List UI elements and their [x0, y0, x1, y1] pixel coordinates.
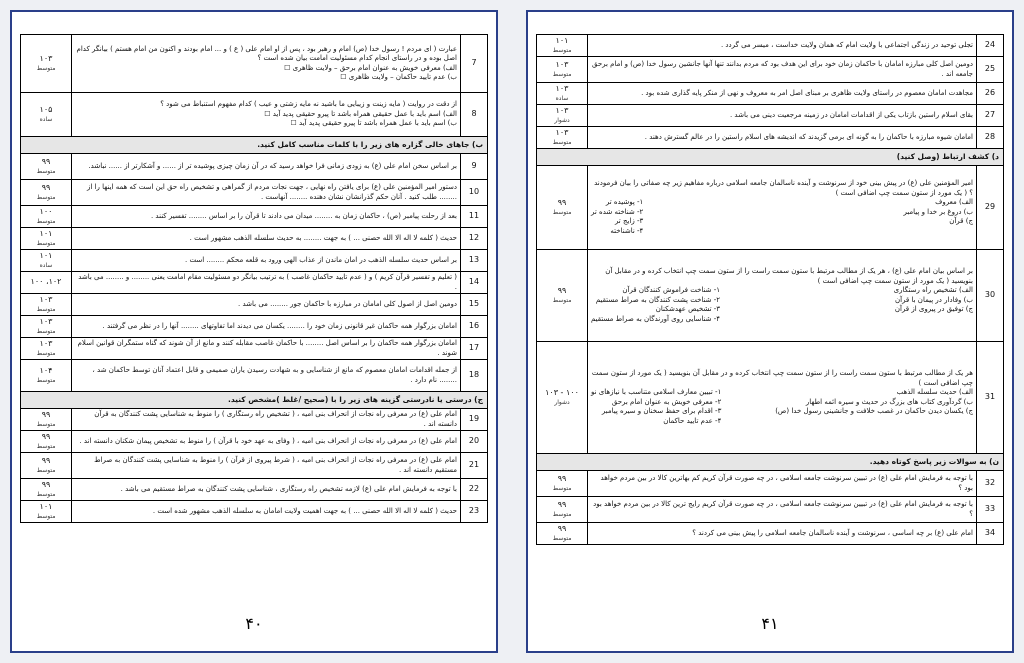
question-number: 30	[977, 250, 1004, 342]
question-number: 25	[977, 57, 1004, 83]
reference-cell	[537, 497, 588, 523]
difficulty-level: ساده	[555, 94, 569, 102]
question-row	[21, 453, 488, 479]
difficulty-level: متوسط	[36, 193, 56, 201]
question-number: 10	[461, 180, 488, 206]
reference-cell	[537, 166, 588, 250]
matching-option: ۱- تبیین معارف اسلامی متناسب با نیازهای نو	[591, 388, 722, 397]
difficulty-level: ساده	[39, 261, 53, 269]
difficulty-level: متوسط	[552, 46, 572, 54]
question-number: 18	[461, 360, 488, 392]
page-reference: ۱۰۱	[39, 251, 53, 261]
question-row	[21, 501, 488, 523]
matching-option: ۴- ناشناخته	[610, 226, 644, 235]
question-row	[537, 342, 1004, 454]
question-row	[537, 57, 1004, 83]
question-number: 34	[977, 523, 1004, 545]
question-body: عبارت ( ای مردم ! رسول خدا (ص) امام و رهبر بود ، پس از او امام علی ( ع ) و ... امام بودند و اکنون من امام هستم ) بیانگر کدام اصل بوده و در راستای انجام کدام مسئولیت امامت بیان شده است ؟	[76, 44, 457, 63]
page-reference: ۹۹	[41, 432, 51, 442]
question-row	[21, 360, 488, 392]
reference-cell	[21, 180, 72, 206]
reference-cell	[537, 105, 588, 127]
question-number: 24	[977, 35, 1004, 57]
matching-option: ۱- پوشیده تر	[605, 198, 644, 207]
question-body: حدیث ( کلمه لا اله الا الله حصنی ... ) به جهت اهمیت ولایت امامان به سلسله الذهب مشهور شده است .	[152, 507, 457, 516]
question-text	[72, 360, 461, 392]
page-reference: ۱۰۱	[555, 36, 569, 46]
question-body: بر اساس بیان امام علی (ع) ، هر یک از مطالب مرتبط با ستون سمت راست را از ستون سمت چپ انتخاب کرده و در مقابل آن بنویسید ( یک مورد از ستون سمت چپ اضافی است )	[605, 267, 973, 285]
page-reference: ۹۹	[41, 157, 51, 167]
question-text	[588, 83, 977, 105]
difficulty-level: متوسط	[552, 511, 572, 519]
question-body: ( تعلیم و تفسیر قرآن کریم ) و ( عدم تایید حاکمان غاصب ) به ترتیب بیانگر دو مسئولیت مقام امامت یعنی ........ و ........ می باشد .	[78, 273, 457, 291]
question-body: بر اساس سخن امام علی (ع) به زودی زمانی فرا خواهد رسید که در آن زمان چیزی پوشیده تر از ...... و آشکارتر از ...... نباشد.	[88, 161, 457, 170]
question-body: دستور امیر المؤمنین علی (ع) برای یافتن راه نهایی ، جهت نجات مردم از گمراهی و تشخیص راه حق این است که همه اینها را از ........ طلب کنید . آنان حکم گذرانشان نشان دهنده ........ آنهاست .	[87, 183, 457, 201]
reference-cell	[21, 272, 72, 294]
question-body: بعد از رحلت پیامبر (ص) ، حاکمان زمان به ........ میدان می دادند تا قرآن را بر اساس ........ تفسیر کنند .	[150, 211, 457, 220]
matching-item: ب) گردآوری کتاب های بزرگ در حدیث و سیره ائمه اطهار	[805, 397, 973, 406]
option-item: الف) معرفی خویش به عنوان امام برحق – ولایت ظاهری ☐	[284, 63, 457, 72]
question-row	[537, 35, 1004, 57]
page-reference: ۱۰۵	[39, 105, 53, 115]
matching-item: ب) دروغ بر خدا و پیامبر	[903, 207, 973, 216]
question-number: 23	[461, 501, 488, 523]
question-row	[21, 272, 488, 294]
question-number: 15	[461, 294, 488, 316]
question-row	[537, 523, 1004, 545]
question-text	[588, 127, 977, 149]
options-list	[75, 110, 457, 129]
question-text	[72, 154, 461, 180]
question-row	[537, 250, 1004, 342]
question-number: 28	[977, 127, 1004, 149]
left-question-table	[20, 34, 488, 523]
matching-option: ۳- اقدام برای حفظ سخنان و سیره پیامبر	[601, 407, 722, 416]
question-row	[537, 497, 1004, 523]
reference-cell	[537, 342, 588, 454]
question-number: 12	[461, 228, 488, 250]
question-text	[72, 206, 461, 228]
question-row	[21, 93, 488, 137]
right-page-number: ۴۱	[761, 614, 779, 633]
page-reference: ۱۰۳	[555, 84, 569, 94]
section-header-row	[21, 137, 488, 154]
reference-cell	[537, 35, 588, 57]
page-reference: ۹۹	[41, 410, 51, 420]
question-row	[21, 431, 488, 453]
question-number: 31	[977, 342, 1004, 454]
question-text	[72, 93, 461, 137]
question-number: 13	[461, 250, 488, 272]
right-table-wrap	[536, 34, 1004, 599]
reference-cell	[21, 154, 72, 180]
matching-option: ۲- معرفی خویش به عنوان امام برحق	[611, 397, 722, 406]
page-reference: ۹۹	[557, 474, 567, 484]
question-row	[537, 471, 1004, 497]
question-number: 9	[461, 154, 488, 180]
page-reference: ۹۹	[41, 183, 51, 193]
left-page-number: ۴۰	[245, 614, 263, 633]
page-reference: ۱۰۳	[39, 54, 53, 64]
matching-columns	[591, 286, 973, 324]
reference-cell	[21, 228, 72, 250]
reference-cell	[537, 471, 588, 497]
page-reference: ۹۹	[557, 500, 567, 510]
page-reference: ۹۹	[557, 198, 567, 208]
question-row	[21, 35, 488, 93]
reference-cell	[21, 409, 72, 431]
question-body: با توجه به فرمایش امام علی (ع) در تبیین سرنوشت جامعه اسلامی ، در چه صورت قرآن کریم کم بهاترین کالا در بین مردم خواهد بود ؟	[600, 474, 973, 492]
question-body: امام علی (ع) در معرفی راه نجات از انحراف بنی امیه ، ( تشخیص راه رستگاری ) را منوط به شناسایی پشت کنندگان به قرآن دانسته اند .	[94, 410, 457, 428]
matching-item: ج) قرآن	[949, 217, 973, 226]
difficulty-level: دشوار	[554, 116, 570, 124]
question-text	[72, 479, 461, 501]
matching-right-column	[775, 388, 973, 426]
matching-option: ۳- تشخیص عهدشکنان	[655, 305, 721, 314]
difficulty-level: متوسط	[36, 467, 56, 475]
reference-cell	[21, 316, 72, 338]
page-reference: ۱۰۳	[555, 106, 569, 116]
page-reference: ۱۰۳	[39, 317, 53, 327]
reference-cell	[21, 431, 72, 453]
question-body: بقای اسلام راستین بازتاب یکی از اقدامات امامان در زمینه مرجعیت دینی می باشد .	[729, 110, 973, 119]
matching-option: ۲- شناخته شده تر	[591, 207, 644, 216]
option-item: الف) اسم باید با عمل حقیقی همراه باشد تا پیرو حقیقی پدید آید ☐	[264, 109, 457, 118]
difficulty-level: دشوار	[554, 398, 570, 406]
question-text	[72, 35, 461, 93]
section-title: ن) به سوالات زیر پاسخ کوتاه دهید.	[537, 454, 1004, 471]
question-body: امامان بزرگوار همه حاکمان غیر قانونی زمان خود را ........ یکسان می دیدند اما تفاوتهای ........ آنها را در نظر می گرفتند .	[102, 321, 457, 330]
page-reference: ۱۰۴	[39, 366, 53, 376]
reference-cell	[537, 127, 588, 149]
reference-cell	[537, 250, 588, 342]
question-text	[588, 35, 977, 57]
matching-item: الف) حدیث سلسله الذهب	[896, 388, 973, 397]
difficulty-level: متوسط	[552, 485, 572, 493]
question-row	[21, 206, 488, 228]
question-body: امامان بزرگوار همه حاکمان را بر اساس اصل ........ با حاکمان غاصب مقابله کنند و مانع از آن شوند که گناه ستمگران قوانین اسلام شوند .	[77, 339, 457, 357]
reference-cell	[21, 93, 72, 137]
question-number: 8	[461, 93, 488, 137]
question-text	[588, 523, 977, 545]
question-number: 17	[461, 338, 488, 360]
difficulty-level: متوسط	[36, 327, 56, 335]
question-body: مجاهدت امامان معصوم در راستای ولایت ظاهری بر مبنای اصل امر به معروف و نهی از منکر پایه گذاری شده بود .	[641, 88, 973, 97]
options-list	[75, 64, 457, 83]
reference-cell	[537, 57, 588, 83]
question-text	[72, 316, 461, 338]
matching-option: ۲- شناخت پشت کنندگان به صراط مستقیم	[595, 295, 721, 304]
difficulty-level: متوسط	[552, 70, 572, 78]
question-text	[72, 431, 461, 453]
question-body: با توجه به فرمایش امام علی (ع) لازمه تشخیص راه رستگاری ، شناسایی پشت کنندگان به صراط مستقیم می باشد .	[120, 485, 457, 494]
question-number: 19	[461, 409, 488, 431]
left-table-wrap	[20, 34, 488, 599]
question-body: تجلی توحید در زندگی اجتماعی با ولایت امام که همان ولایت خداست ، میسر می گردد .	[720, 40, 973, 49]
question-body: دومین اصل کلی مبارزه امامان با حاکمان زمان خود برای این هدف بود که مردم بدانند تنها آنها جانشین رسول خدا (ص) و امام برحق جامعه اند .	[591, 60, 973, 78]
difficulty-level: متوسط	[36, 305, 56, 313]
page-reference: ۱۰۳	[555, 128, 569, 138]
reference-cell	[21, 206, 72, 228]
option-item: ب) عدم تایید حاکمان – ولایت ظاهری ☐	[340, 72, 457, 81]
question-number: 27	[977, 105, 1004, 127]
question-body: هر یک از مطالب مرتبط با ستون سمت راست را از ستون سمت چپ انتخاب کرده و در مقابل آن بنویسید ( یک مورد از ستون سمت چپ اضافی است )	[591, 369, 973, 387]
section-title: ب) جاهای خالی گزاره های زیر را با کلمات مناسب کامل کنید.	[21, 137, 488, 154]
difficulty-level: متوسط	[552, 296, 572, 304]
question-number: 22	[461, 479, 488, 501]
matching-columns	[591, 198, 973, 236]
question-text	[588, 250, 977, 342]
question-body: از دقت در روایت ( مایه زینت و زیبایی ما باشید نه مایه زشتی و عیب ) کدام مفهوم استنباط می شود ؟	[160, 100, 457, 109]
question-text	[72, 453, 461, 479]
page-reference: ۱۰۲، ۱۰۰	[30, 277, 62, 287]
left-page	[10, 10, 498, 653]
page-reference: ۹۹	[41, 456, 51, 466]
reference-cell	[21, 338, 72, 360]
matching-item: ج) توفیق در پیروی از قرآن	[894, 305, 973, 314]
reference-cell	[21, 479, 72, 501]
difficulty-level: متوسط	[552, 208, 572, 216]
difficulty-level: متوسط	[36, 217, 56, 225]
reference-cell	[21, 360, 72, 392]
question-body: امام علی (ع) در معرفی راه نجات از انحراف بنی امیه ، ( وفای به عهد خود با قرآن ) را منوط به تشخیص پیمان شکنان دانسته اند .	[79, 437, 457, 446]
difficulty-level: متوسط	[36, 167, 56, 175]
question-row	[537, 105, 1004, 127]
question-body: امام علی (ع) بر چه اساسی ، سرنوشت و آینده ناسالمان جامعه اسلامی را پیش بینی می کردند ؟	[692, 529, 973, 538]
question-text	[588, 497, 977, 523]
page-reference: ۹۹	[557, 524, 567, 534]
option-item: ب) اسم باید با عمل همراه باشد تا پیرو حقیقی پدید آید ☐	[290, 119, 457, 128]
difficulty-level: متوسط	[552, 535, 572, 543]
question-row	[21, 154, 488, 180]
question-body: حدیث ( کلمه لا اله الا الله حصنی ... ) به جهت ........ به حدیث سلسله الذهب مشهور است .	[189, 233, 457, 242]
matching-item: ج) یکسان دیدن حاکمان در غصب خلافت و جانشینی رسول خدا (ص)	[775, 407, 973, 416]
question-number: 14	[461, 272, 488, 294]
difficulty-level: ساده	[39, 115, 53, 123]
matching-right-column	[903, 198, 973, 236]
question-row	[21, 228, 488, 250]
question-text	[72, 228, 461, 250]
difficulty-level: متوسط	[552, 138, 572, 146]
right-question-table	[536, 34, 1004, 545]
question-text	[72, 501, 461, 523]
difficulty-level: متوسط	[36, 64, 56, 72]
question-body: دومین اصل از اصول کلی امامان در مبارزه با حاکمان جور ........ می باشد .	[238, 299, 457, 308]
matching-left-column	[591, 286, 720, 324]
question-row	[21, 338, 488, 360]
section-header-row	[21, 392, 488, 409]
reference-cell	[21, 294, 72, 316]
question-row	[21, 250, 488, 272]
question-body: امام علی (ع) در معرفی راه نجات از انحراف بنی امیه ، ( شرط پیروی از قرآن ) را منوط به شناسایی پشت کنندگان به صراط مستقیم دانسته اند .	[94, 456, 457, 474]
page-reference: ۱۰۰ - ۱۰۳	[545, 388, 579, 398]
question-number: 29	[977, 166, 1004, 250]
question-text	[72, 272, 461, 294]
question-text	[72, 294, 461, 316]
matching-option: ۱- شناخت فراموش کنندگان قرآن	[622, 286, 721, 295]
difficulty-level: متوسط	[36, 513, 56, 521]
difficulty-level: متوسط	[36, 349, 56, 357]
difficulty-level: متوسط	[36, 443, 56, 451]
matching-option: ۴- شناسایی روی آورندگان به صراط مستقیم	[591, 314, 721, 323]
question-row	[21, 294, 488, 316]
page-reference: ۱۰۰	[39, 207, 53, 217]
matching-item: ب) وفادار در پیمان با قرآن	[894, 295, 973, 304]
reference-cell	[537, 523, 588, 545]
difficulty-level: متوسط	[36, 376, 56, 384]
question-row	[21, 316, 488, 338]
section-header-row	[537, 454, 1004, 471]
question-number: 16	[461, 316, 488, 338]
reference-cell	[537, 83, 588, 105]
question-text	[588, 105, 977, 127]
reference-cell	[21, 501, 72, 523]
question-row	[537, 83, 1004, 105]
question-number: 33	[977, 497, 1004, 523]
question-text	[72, 250, 461, 272]
question-row	[537, 127, 1004, 149]
reference-cell	[21, 250, 72, 272]
section-header-row	[537, 149, 1004, 166]
difficulty-level: متوسط	[36, 421, 56, 429]
question-text	[72, 180, 461, 206]
reference-cell	[21, 35, 72, 93]
question-body: امیر المؤمنین علی (ع) در پیش بینی خود از سرنوشت و آینده ناسالمان جامعه اسلامی درباره مفاهیم زیر چه صفاتی را بیان فرمودند ؟ ( یک مورد از ستون سمت چپ اضافی است )	[594, 179, 973, 197]
question-text	[72, 338, 461, 360]
page-reference: ۱۰۳	[555, 60, 569, 70]
question-body: با توجه به فرمایش امام علی (ع) در تبیین سرنوشت جامعه اسلامی ، در چه صورت قرآن کریم رایج ترین کالا در بین مردم خواهد بود ؟	[593, 500, 973, 518]
question-number: 26	[977, 83, 1004, 105]
difficulty-level: متوسط	[36, 239, 56, 247]
question-number: 32	[977, 471, 1004, 497]
question-body: از جمله اقدامات امامان معصوم که مانع از شناسایی و به شهادت رسیدن یاران صمیمی و قابل اعتماد آنان توسط حاکمان شد ، ........ نام دارد .	[92, 366, 457, 384]
matching-item: الف) تشخیص راه رستگاری	[893, 286, 973, 295]
matching-left-column	[591, 198, 643, 236]
question-text	[588, 166, 977, 250]
page-reference: ۱۰۳	[39, 339, 53, 349]
question-body: بر اساس حدیث سلسله الذهب در امان ماندن از عذاب الهی ورود به قلعه محکم ........ است .	[185, 255, 457, 264]
matching-item: الف) معروف	[935, 198, 973, 207]
question-text	[588, 471, 977, 497]
reference-cell	[21, 453, 72, 479]
matching-right-column	[894, 286, 973, 324]
matching-option: ۳- زایج تر	[614, 217, 644, 226]
page-reference: ۱۰۳	[39, 295, 53, 305]
question-number: 11	[461, 206, 488, 228]
question-number: 7	[461, 35, 488, 93]
question-number: 21	[461, 453, 488, 479]
difficulty-level: متوسط	[36, 491, 56, 499]
page-reference: ۱۰۱	[39, 229, 53, 239]
question-text	[588, 342, 977, 454]
question-row	[537, 166, 1004, 250]
matching-option: ۴- عدم تایید حاکمان	[663, 416, 722, 425]
right-page	[526, 10, 1014, 653]
section-title: د) کشف ارتباط (وصل کنید)	[537, 149, 1004, 166]
question-text	[72, 409, 461, 431]
question-row	[21, 409, 488, 431]
question-body: امامان شیوه مبارزه با حاکمان را به گونه ای برمی گزیدند که اندیشه های اسلام راستین را در عالم گسترش دهند .	[644, 132, 973, 141]
question-row	[21, 180, 488, 206]
question-number: 20	[461, 431, 488, 453]
page-reference: ۹۹	[557, 286, 567, 296]
question-row	[21, 479, 488, 501]
page-reference: ۹۹	[41, 480, 51, 490]
page-reference: ۱۰۱	[39, 502, 53, 512]
question-text	[588, 57, 977, 83]
matching-columns	[591, 388, 973, 426]
section-title: ج) درستی یا نادرستی گزینه های زیر را با (صحیح /غلط )مشخص کنید.	[21, 392, 488, 409]
matching-left-column	[591, 388, 721, 426]
